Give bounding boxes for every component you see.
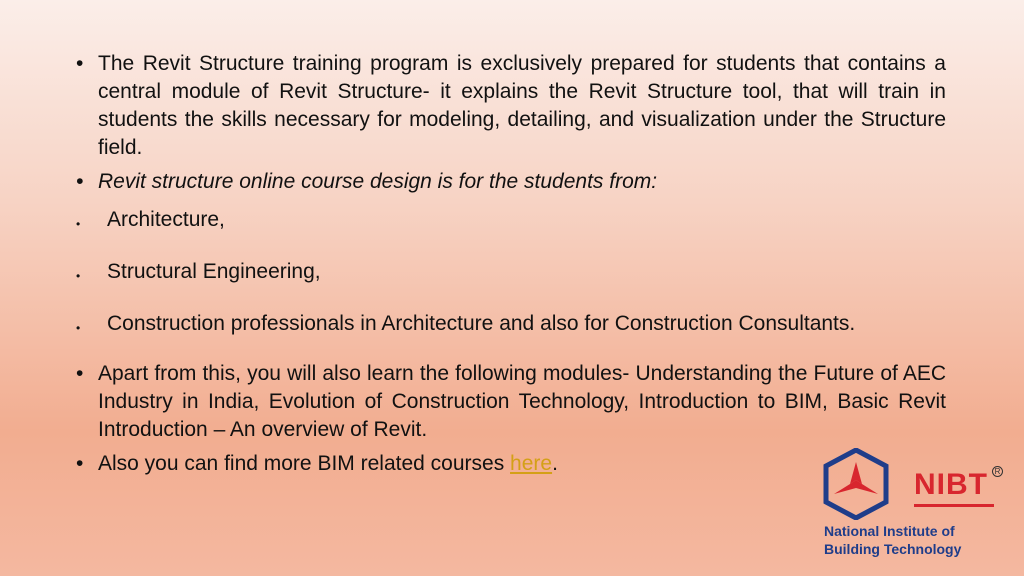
nibt-logo: [822, 448, 1002, 560]
bullet-modules: • Apart from this, you will also learn the following modules- Understanding the Future of AEC Industry in India, Evolution of Construction Technology, Introduction to BIM, Basic Revit Introduction – An overview of Revit.: [76, 360, 946, 444]
logo-underline: [914, 504, 994, 507]
here-link[interactable]: here: [510, 452, 553, 475]
bullet-audience: • Revit structure online course design is for the students from:: [76, 168, 946, 196]
more-courses-text: Also you can find more BIM related courses: [98, 452, 511, 475]
slide-content: [76, 50, 946, 484]
sub-bullet-structural: • Structural Engineering,: [76, 258, 946, 286]
bullet-more-courses: [76, 450, 946, 478]
logo-wordmark: NIBT: [914, 468, 988, 501]
logo-line-1: National Institute of: [824, 523, 955, 539]
nibt-hexagon-icon: [822, 448, 890, 520]
registered-mark: R: [992, 466, 1003, 477]
sub-bullet-architecture: • Architecture,: [76, 206, 946, 234]
bullet-intro: • The Revit Structure training program is exclusively prepared for students that contains a central module of Revit Structure- it explains the Revit Structure tool, that will train in students the skills necessary for modeling, detailing, and visualization under the Structure field.: [76, 50, 946, 162]
logo-subtitle: [824, 522, 1004, 558]
more-courses-period: .: [552, 452, 558, 475]
logo-line-2: Building Technology: [824, 541, 962, 557]
sub-bullet-construction: • Construction professionals in Architecture and also for Construction Consultants.: [76, 310, 946, 338]
